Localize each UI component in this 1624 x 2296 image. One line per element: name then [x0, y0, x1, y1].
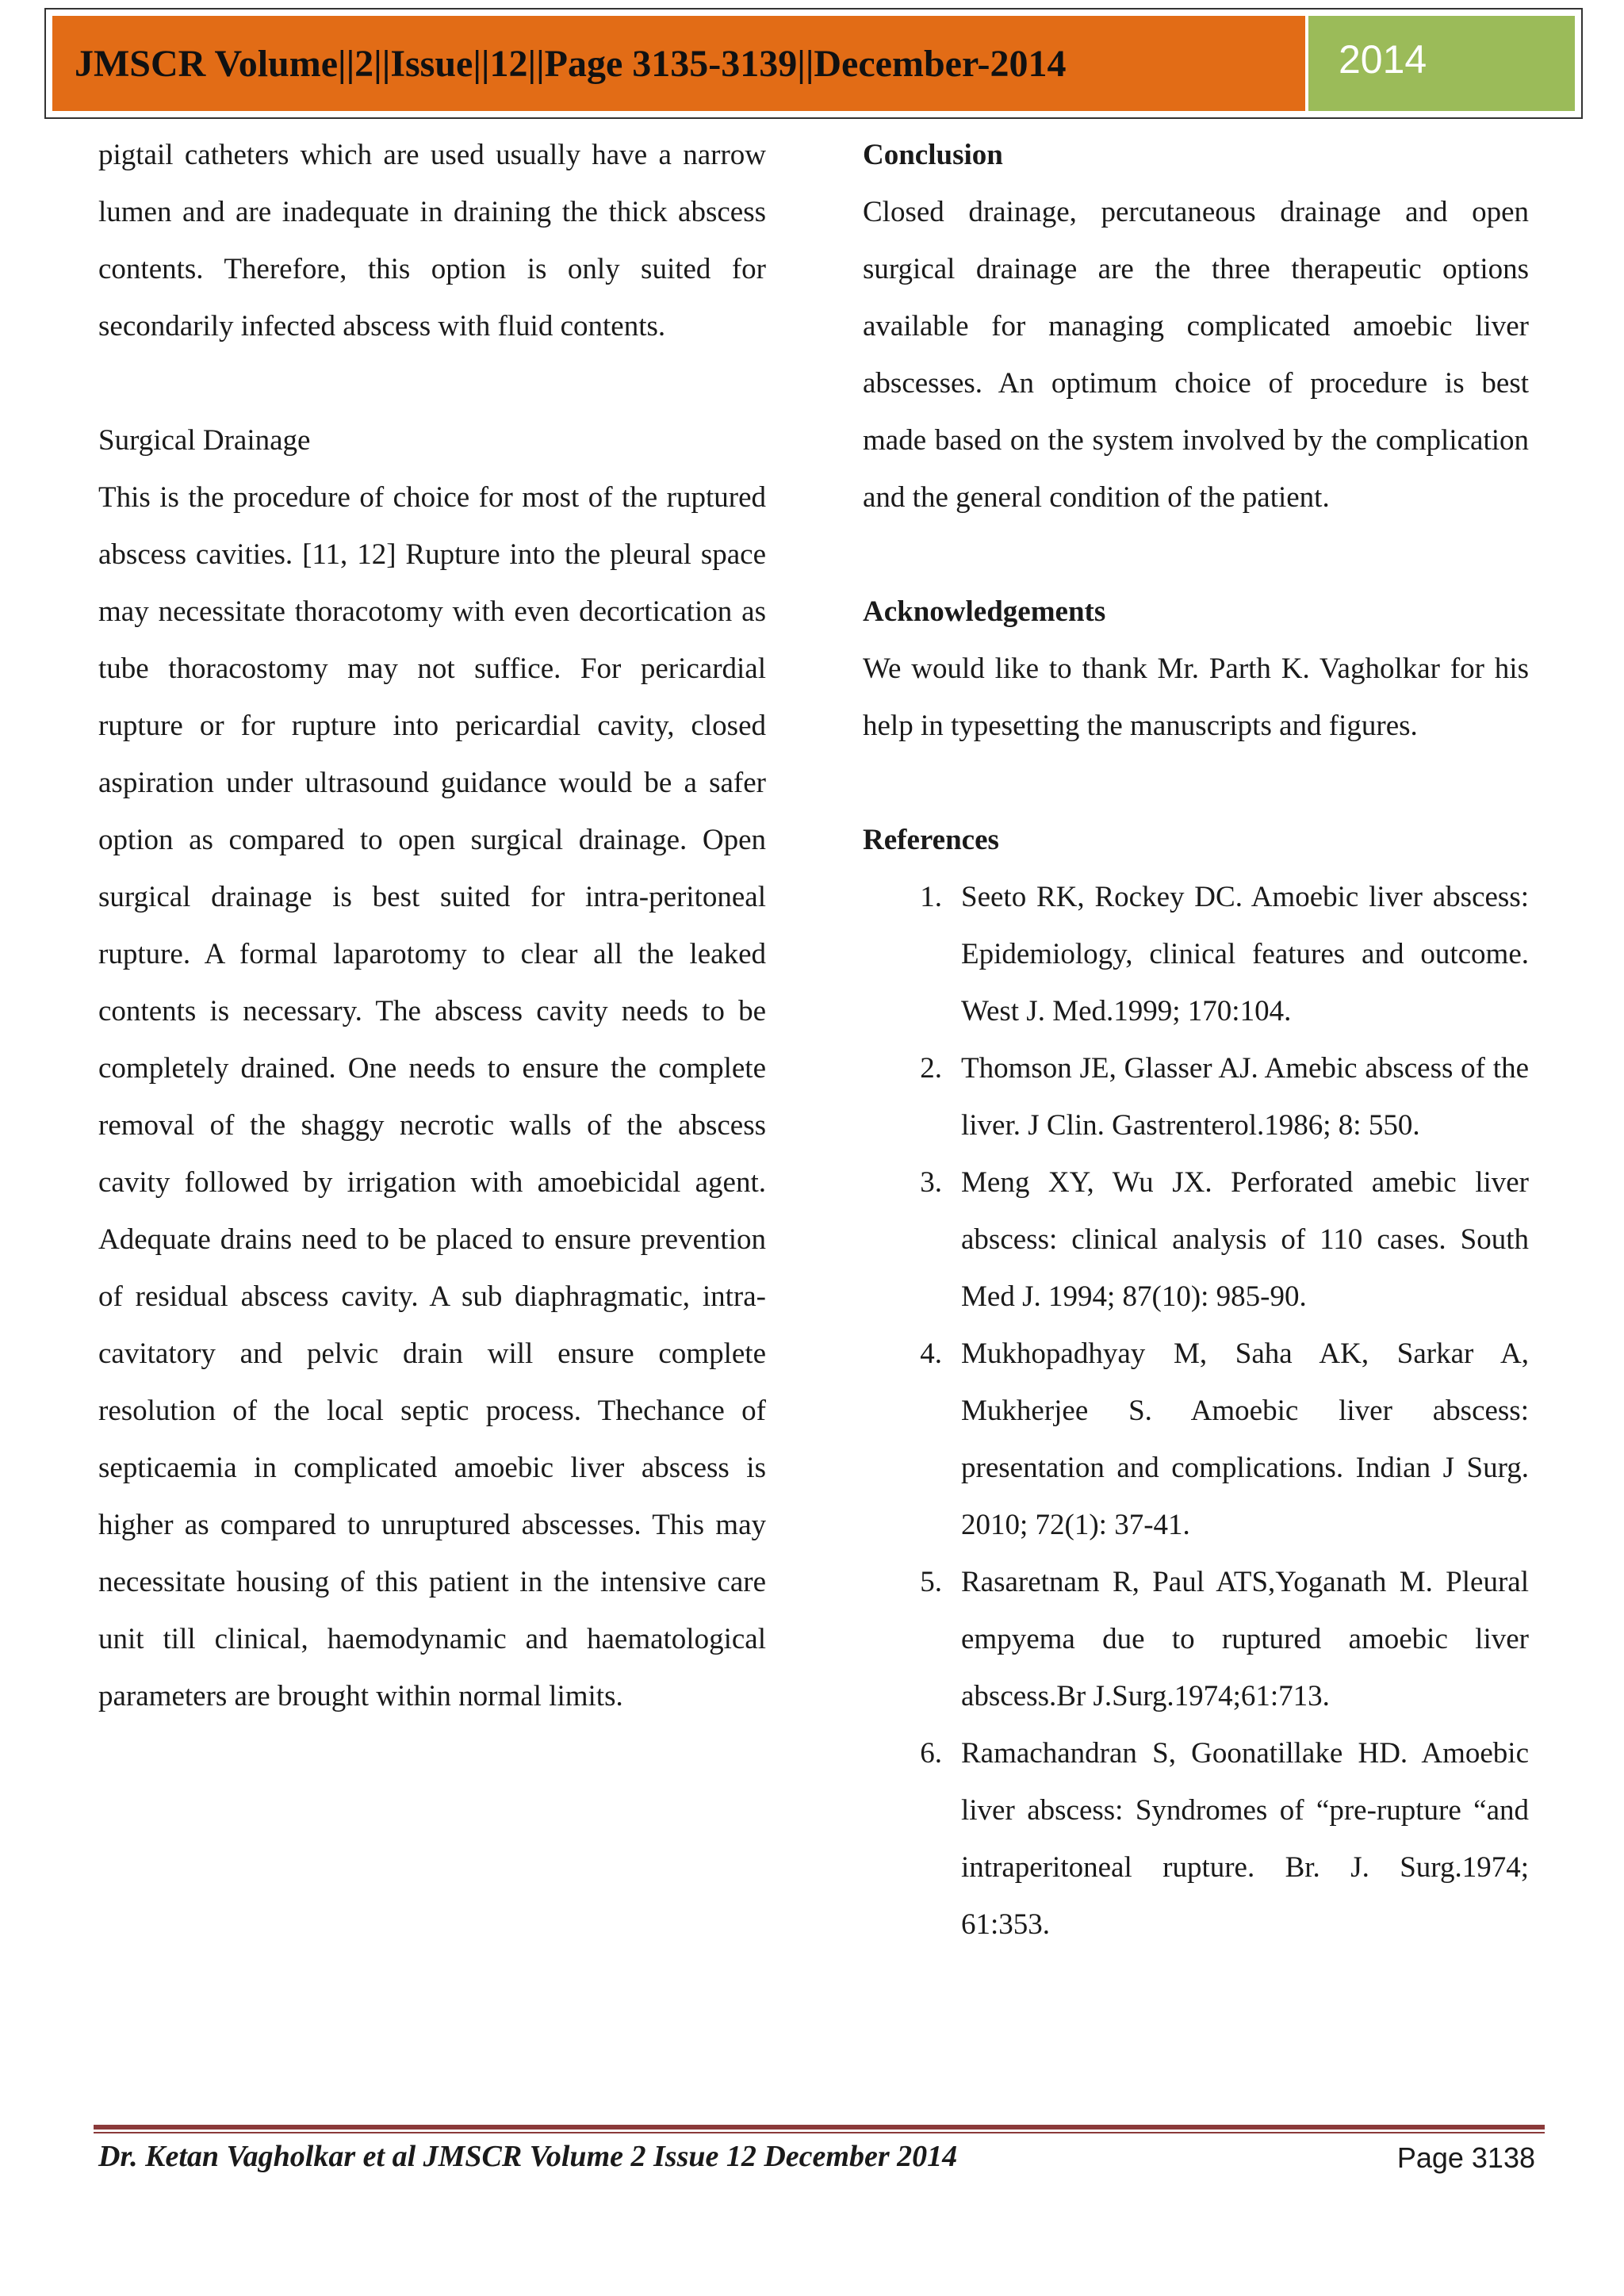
spacer: [863, 526, 1529, 584]
reference-item: [863, 1725, 1529, 1954]
surgical-drainage-heading: Surgical Drainage: [98, 424, 311, 457]
reference-text: Thomson JE, Glasser AJ. Amebic abscess of the liver. J Clin. Gastrenterol.1986; 8: 550.: [961, 1052, 1529, 1142]
reference-item: [863, 1040, 1529, 1154]
journal-header: [44, 8, 1583, 119]
conclusion-heading: Conclusion: [863, 139, 1003, 171]
reference-number: 5.: [920, 1566, 942, 1598]
reference-text: Mukhopadhyay M, Saha AK, Sarkar A, Mukherjee S. Amoebic liver abscess: presentation and complications. Indian J Surg. 2010; 72(1): 37-41.: [961, 1337, 1529, 1541]
reference-item: [863, 869, 1529, 1040]
spacer: [863, 755, 1529, 812]
references-heading: References: [863, 824, 999, 856]
footer-rule-thin: [94, 2132, 1545, 2133]
reference-number: 2.: [920, 1052, 942, 1085]
surgical-drainage-paragraph: This is the procedure of choice for most of the ruptured abscess cavities. [11, 12] Rupture into the pleural space may necessitate thoracotomy with even decortication as tube thoracostomy may not suffice. For pericardial rupture or for rupture into pericardial cavity, closed aspiration under ultrasound guidance would be a safer option as compared to open surgical drainage. Open surgical drainage is best suited for intra-peritoneal rupture. A formal laparotomy to clear all the leaked contents is necessary. The abscess cavity needs to be completely drained. One needs to ensure the complete removal of the shaggy necrotic walls of the abscess cavity followed by irrigation with amoebicidal agent. Adequate drains need to be placed to ensure prevention of residual abscess cavity. A sub diaphragmatic, intra-cavitatory and pelvic drain will ensure complete resolution of the local septic process. Thechance of septicaemia in complicated amoebic liver abscess is higher as compared to unruptured abscesses. This may necessitate housing of this patient in the intensive care unit till clinical, haemodynamic and haematological parameters are brought within normal limits.: [98, 481, 766, 1712]
journal-year: 2014: [1339, 37, 1427, 82]
left-column: [98, 127, 766, 1725]
acknowledgements-heading: Acknowledgements: [863, 595, 1106, 628]
reference-list: [863, 869, 1529, 1954]
reference-item: [863, 1326, 1529, 1554]
page-number: Page 3138: [1396, 2141, 1535, 2174]
header-year-band: [1308, 16, 1575, 111]
intro-paragraph: pigtail catheters which are used usually have a narrow lumen and are inadequate in draining the thick abscess contents. Therefore, this option is only suited for secondarily infected abscess with fluid contents.: [98, 139, 766, 342]
acknowledgements-paragraph: We would like to thank Mr. Parth K. Vagholkar for his help in typesetting the manuscripts and figures.: [863, 652, 1529, 742]
reference-text: Meng XY, Wu JX. Perforated amebic liver abscess: clinical analysis of 110 cases. South Med J. 1994; 87(10): 985-90.: [961, 1166, 1529, 1313]
reference-item: [863, 1554, 1529, 1725]
journal-title: JMSCR Volume||2||Issue||12||Page 3135-3139||December-2014: [75, 42, 1067, 85]
reference-number: 3.: [920, 1166, 942, 1199]
conclusion-paragraph: Closed drainage, percutaneous drainage and open surgical drainage are the three therapeutic options available for managing complicated amoebic liver abscesses. An optimum choice of procedure is best made based on the system involved by the complication and the general condition of the patient.: [863, 196, 1529, 514]
reference-number: 4.: [920, 1337, 942, 1370]
footer-citation: Dr. Ketan Vagholkar et al JMSCR Volume 2 Issue 12 December 2014: [98, 2140, 958, 2173]
reference-text: Seeto RK, Rockey DC. Amoebic liver abscess: Epidemiology, clinical features and outcome. West J. Med.1999; 170:104.: [961, 881, 1529, 1027]
spacer: [98, 355, 766, 412]
right-column: [863, 127, 1529, 1954]
reference-text: Rasaretnam R, Paul ATS,Yoganath M. Pleural empyema due to ruptured amoebic liver abscess.Br J.Surg.1974;61:713.: [961, 1566, 1529, 1712]
header-title-band: [52, 16, 1305, 111]
reference-text: Ramachandran S, Goonatillake HD. Amoebic liver abscess: Syndromes of “pre-rupture “and intraperitoneal rupture. Br. J. Surg.1974; 61:353.: [961, 1737, 1529, 1941]
footer-rule: [94, 2125, 1545, 2136]
reference-number: 1.: [920, 881, 942, 913]
reference-number: 6.: [920, 1737, 942, 1770]
reference-item: [863, 1154, 1529, 1326]
